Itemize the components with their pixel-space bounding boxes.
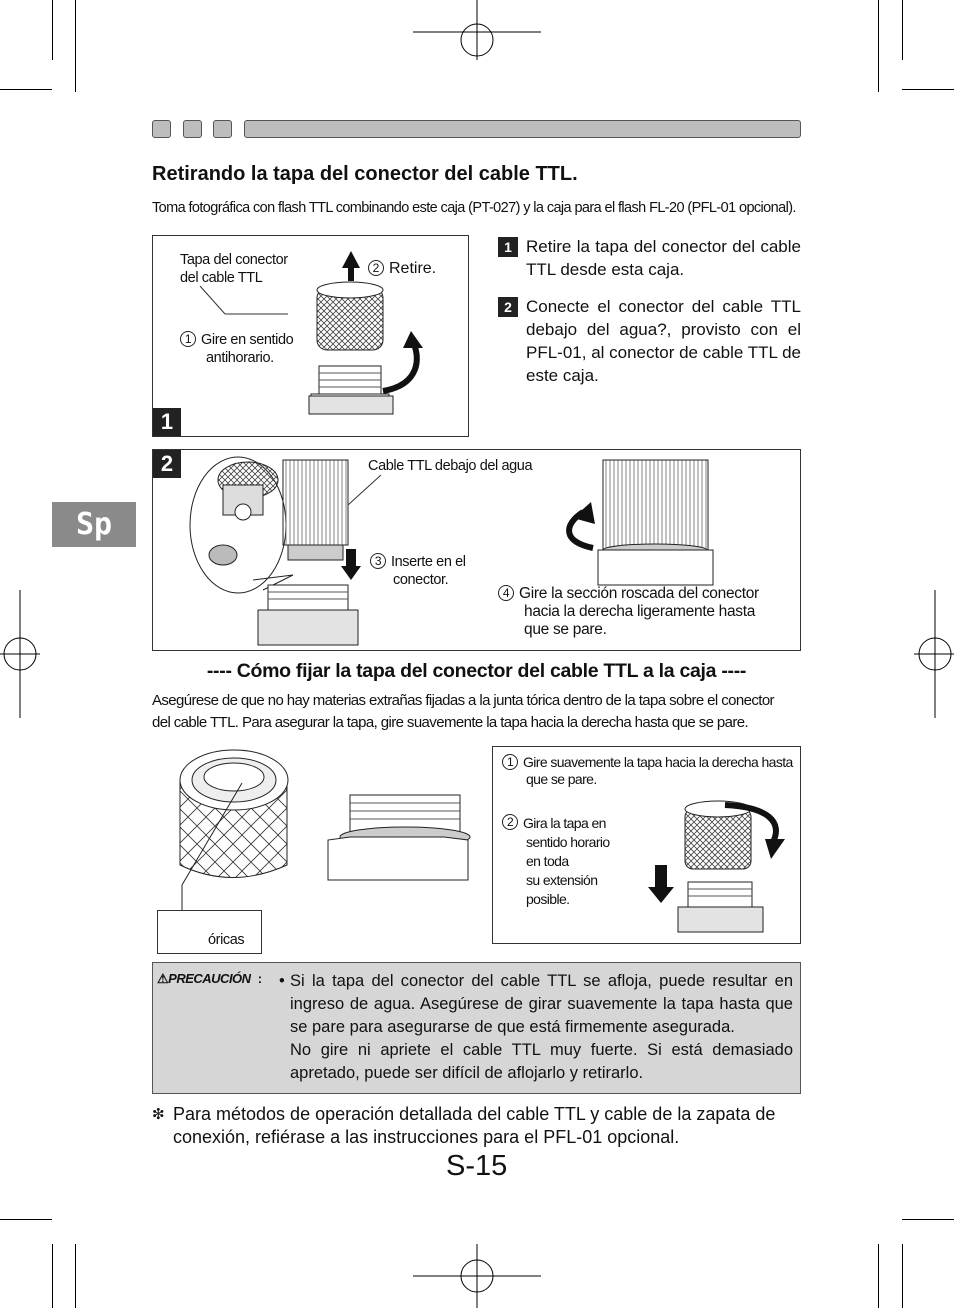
section-tab: Sp	[52, 502, 136, 547]
oring-label-box: óricas	[157, 910, 262, 954]
page-number: S-15	[446, 1150, 508, 1182]
subheading-intro: Asegúrese de que no hay materias extrañas fijadas a la junta tórica dentro de la tapa sobre el conector del cable TTL. Para asegurar la tapa, gire suavemente la tapa hacia la derecha hasta que se pare.	[152, 692, 774, 731]
figure-3	[492, 746, 801, 944]
cap-removal-illustration	[153, 236, 470, 438]
label-connector-cap: Tapa del conector del cable TTL	[180, 252, 288, 286]
step-rotate-clockwise: 2 Gira la tapa en sentido horario en toda su extensión posible.	[502, 814, 610, 909]
step-remove: 2 Retire.	[368, 260, 436, 278]
caution-box	[152, 962, 801, 1094]
step-rotate-gently: 1 Gire suavemente la tapa hacia la derecha hasta que se pare.	[502, 754, 793, 788]
note-symbol-icon: ❇	[152, 1106, 165, 1123]
cap-attach-illustration	[493, 747, 802, 945]
caution-bullet: •	[279, 972, 285, 990]
caution-text: Si la tapa del conector del cable TTL se afloja, puede resultar en ingreso de agua. Asegúrese de girar suavemente la tapa hasta que se pare para asegurarse de que está firmemente asegurada. No gire ni apriete el cable TTL muy fuerte. Si está demasiado apretado, puede ser difícil de aflojarlo y retirarlo.	[290, 972, 793, 1082]
figure-number-2: 2	[153, 450, 181, 478]
step-1: 1 Retire la tapa del conector del cable TTL desde esta caja.	[498, 235, 801, 281]
steps-list	[498, 235, 801, 387]
page-heading: Retirando la tapa del conector del cable TTL.	[152, 163, 578, 185]
intro-text: Toma fotográfica con flash TTL combinando este caja (PT-027) y la caja para el flash FL-20 (PFL-01 opcional).	[152, 200, 796, 216]
figure-2	[152, 449, 801, 651]
label-underwater-cable: Cable TTL debajo del agua	[368, 458, 533, 474]
step-insert: 3 Inserte en el conector.	[370, 553, 466, 589]
warning-icon: ⚠	[157, 971, 169, 986]
figure-1	[152, 235, 469, 437]
footnote: ❇ Para métodos de operación detallada del cable TTL y cable de la zapata de conexión, refiérase a las instrucciones para el PFL-01 opcional.	[152, 1104, 776, 1147]
caution-label: ⚠PRECAUCIÓN :	[157, 971, 262, 986]
step-2: 2 Conecte el conector del cable TTL debajo del agua?, provisto con el PFL-01, al conector de cable TTL de este caja.	[498, 295, 801, 387]
figure-number-1: 1	[153, 408, 181, 436]
step-rotate-thread: 4 Gire la sección roscada del conector hacia la derecha ligeramente hasta que se pare.	[498, 585, 759, 639]
step-rotate-ccw: 1 Gire en sentido antihorario.	[180, 331, 293, 367]
subheading: ---- Cómo fijar la tapa del conector del cable TTL a la caja ----	[206, 660, 747, 682]
